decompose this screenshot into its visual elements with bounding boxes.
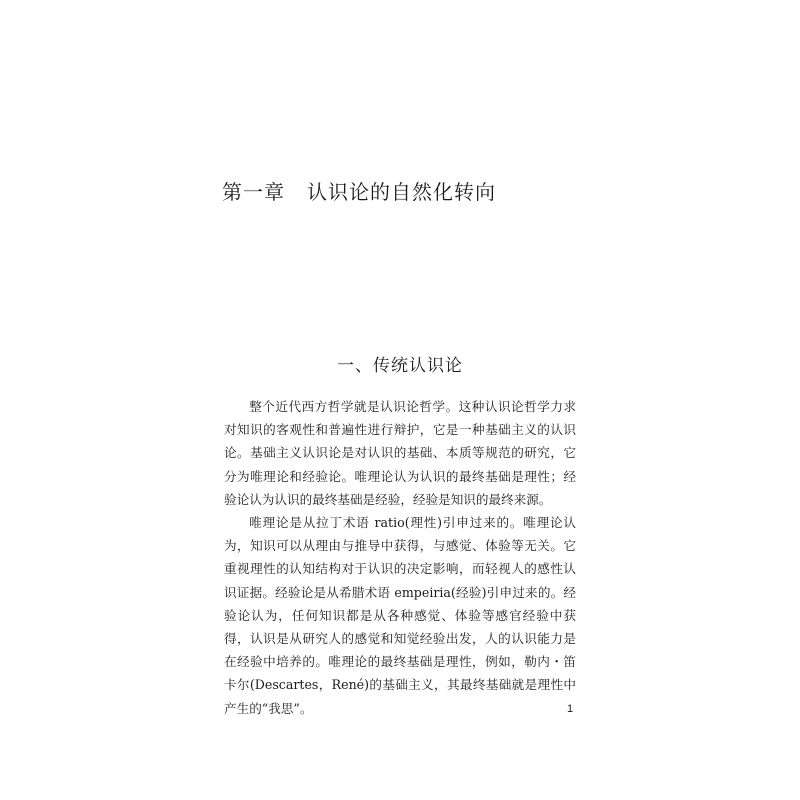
body-text <box>224 395 576 720</box>
page-number: 1 <box>567 703 574 715</box>
section-heading: 一、传统认识论 <box>337 356 463 376</box>
chapter-heading <box>222 176 496 205</box>
paragraph: 整个近代西方哲学就是认识论哲学。这种认识论哲学力求对知识的客观性和普遍性进行辩护，它是一种基础主义的认识论。基础主义认识论是对认识的基础、本质等规范的研究，它分为唯理论和经验论。唯理论认为认识的最终基础是理性；经验论认为认识的最终基础是经验，经验是知识的最终来源。 <box>224 399 576 507</box>
chapter-label: 第一章 <box>222 180 285 204</box>
chapter-title: 认识论的自然化转向 <box>307 180 496 204</box>
paragraph: 唯理论是从拉丁术语 ratio(理性)引申过来的。唯理论认为，知识可以从理由与推导中获得，与感觉、体验等无关。它重视理性的认知结构对于认识的决定影响，而轻视人的感性认识证据。经验论是从希腊术语 empeiria(经验)引申过来的。经验论认为，任何知识都是从各种感觉、体验等感官经验中获得，认识是从研究人的感觉和知觉经验出发，人的认识能力是在经验中培养的。唯理论的最终基础是理性，例如，勒内・笛卡尔(Descartes，René)的基础主义，其最终基础就是理性中产生的“我思”。 <box>224 515 576 716</box>
